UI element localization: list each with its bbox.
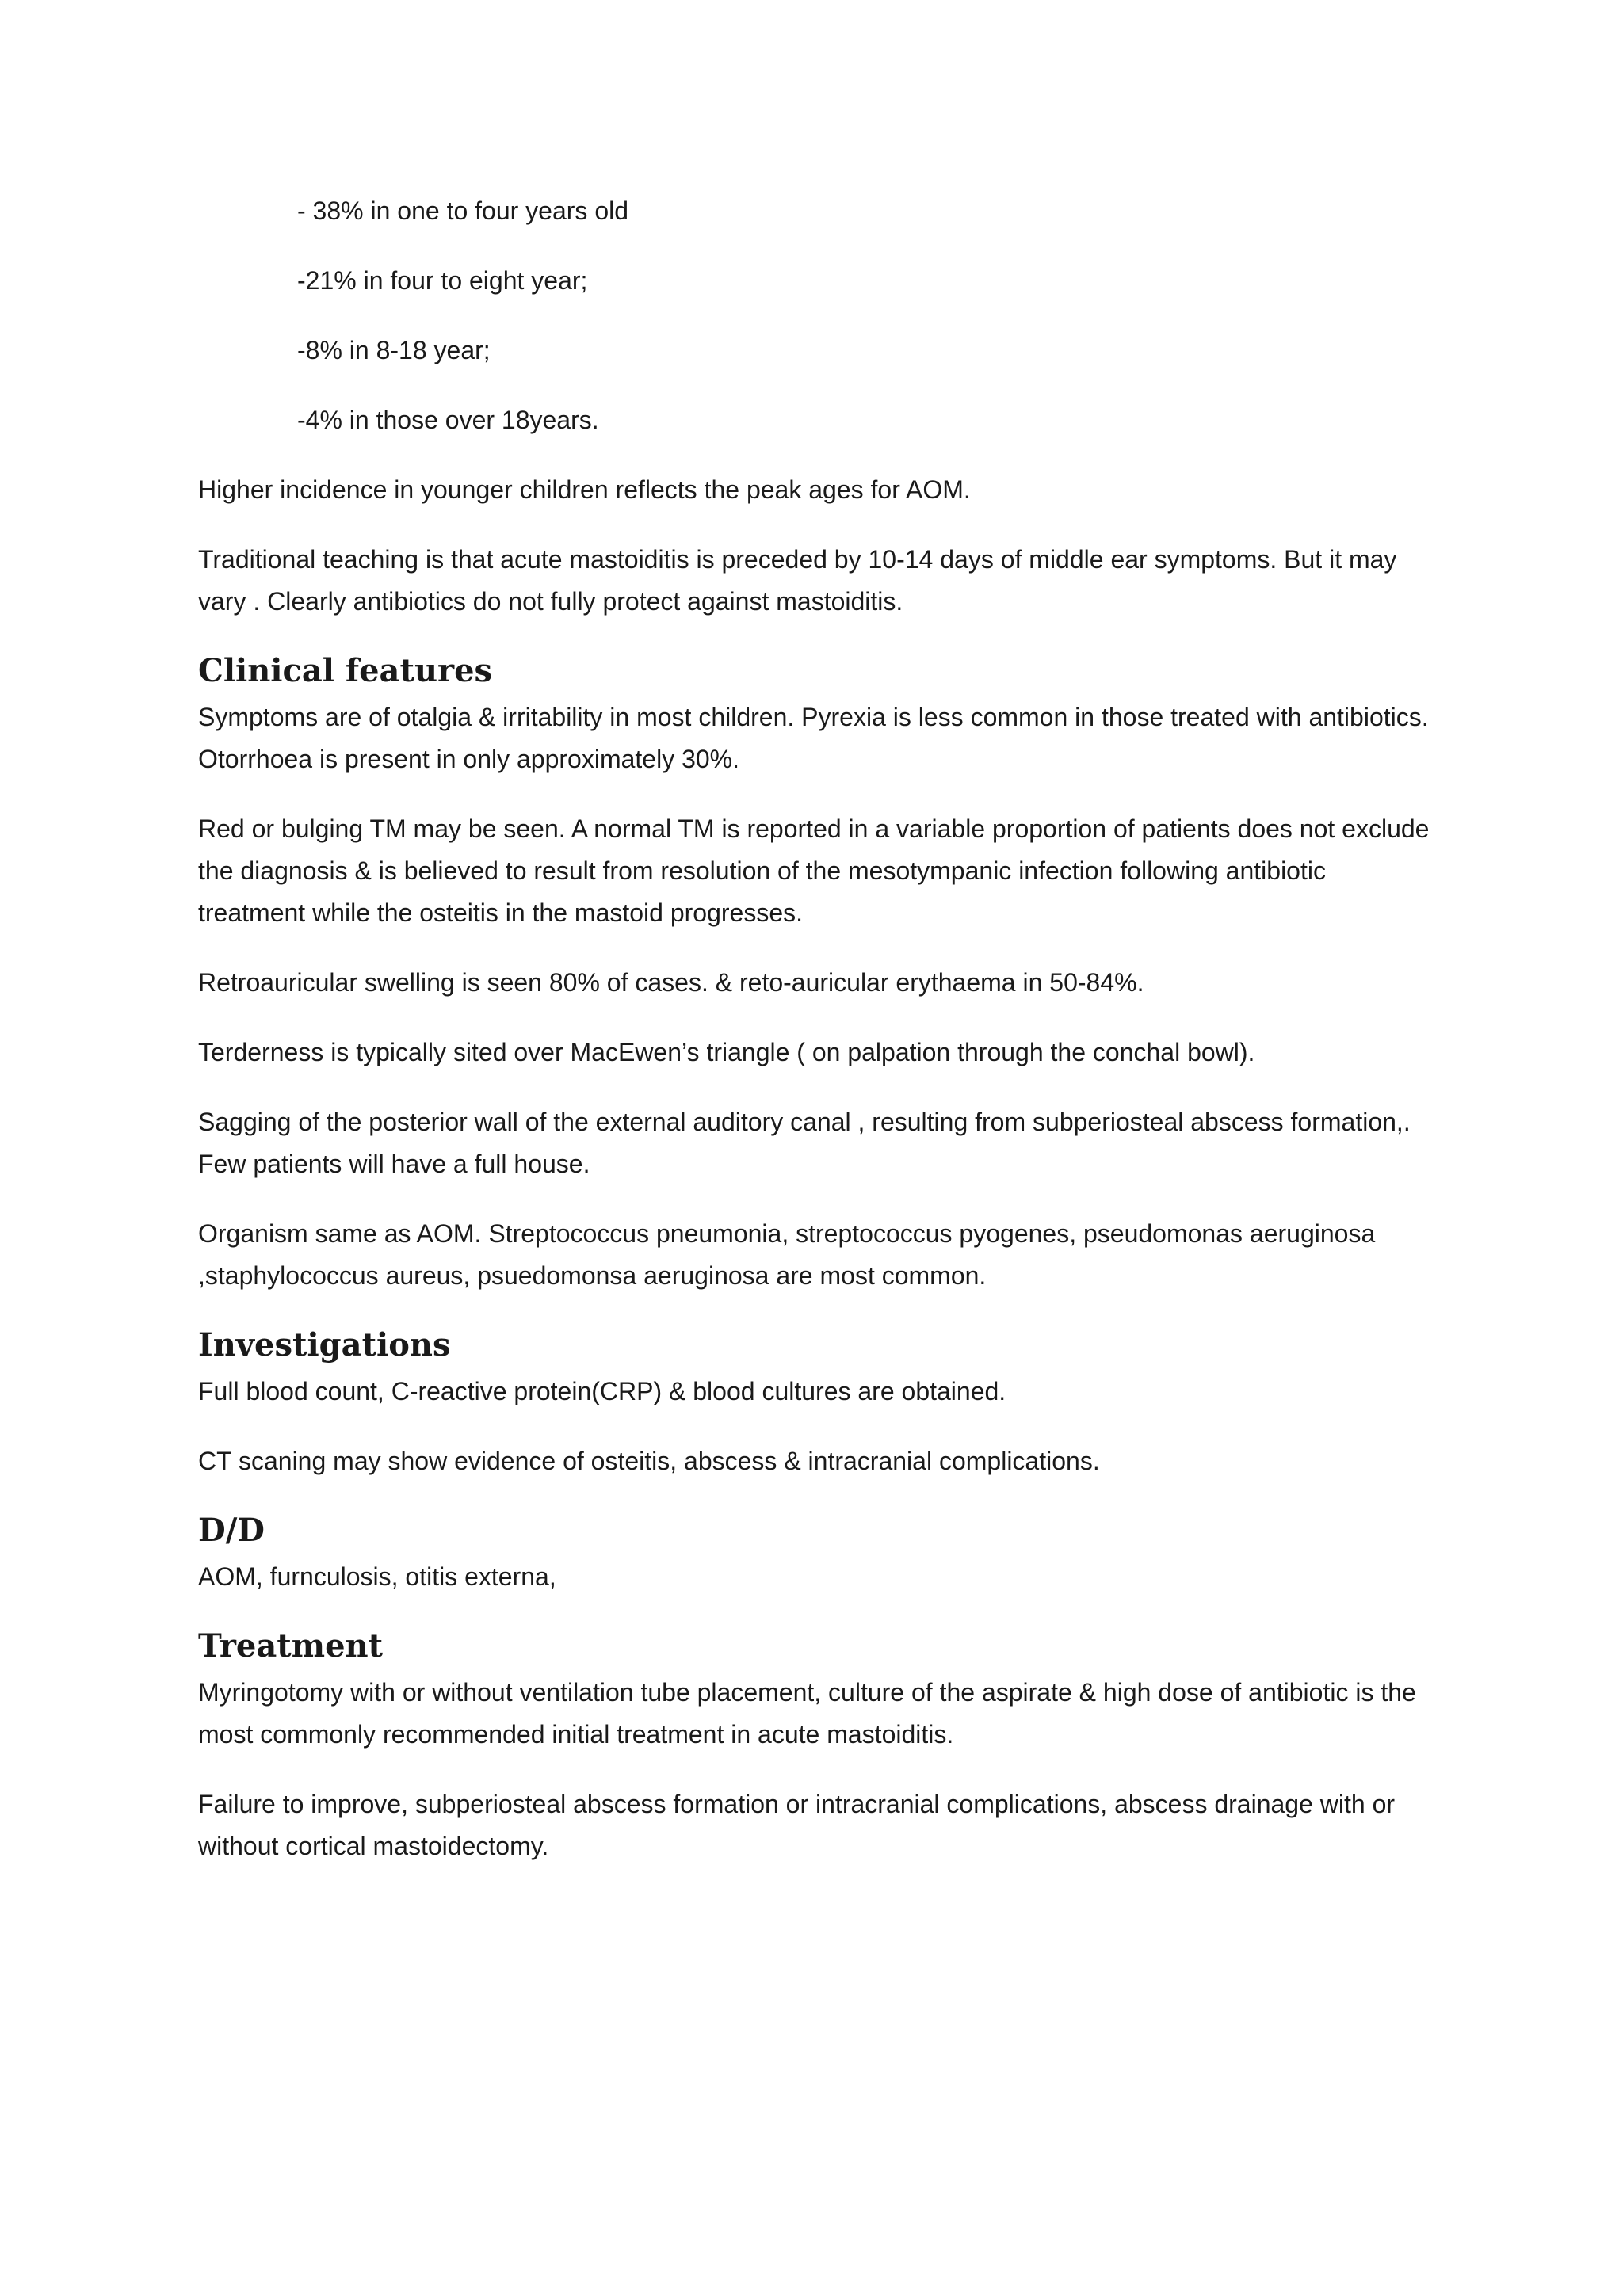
section-heading: Clinical features [198, 652, 493, 689]
section-treatment [198, 1626, 1434, 1867]
section-investigations [198, 1325, 1434, 1482]
paragraph: Retroauricular swelling is seen 80% of cases. & reto-auricular erythaema in 50-84%. [198, 968, 1144, 997]
paragraph: Higher incidence in younger children reflects the peak ages for AOM. [198, 475, 971, 504]
paragraph: CT scaning may show evidence of osteitis, abscess & intracranial complications. [198, 1447, 1100, 1475]
list-item: -4% in those over 18years. [297, 406, 599, 434]
list-item: -8% in 8-18 year; [297, 336, 491, 364]
age-incidence-list [198, 190, 1434, 441]
paragraph: Traditional teaching is that acute mastoiditis is preceded by 10-14 days of middle ear symptoms. But it may vary . Clearly antibiotics do not fully protect against mastoiditis. [198, 545, 1397, 616]
paragraph: Symptoms are of otalgia & irritability in most children. Pyrexia is less common in those treated with antibiotics. Otorrhoea is present in only approximately 30%. [198, 703, 1429, 773]
section-heading: Treatment [198, 1627, 384, 1665]
paragraph: Terderness is typically sited over MacEwen’s triangle ( on palpation through the conchal bowl). [198, 1038, 1255, 1066]
paragraph: Red or bulging TM may be seen. A normal TM is reported in a variable proportion of patients does not exclude the diagnosis & is believed to result from resolution of the mesotympanic infection following antibiotic treatment while the osteitis in the mastoid progresses. [198, 814, 1430, 927]
list-item: - 38% in one to four years old [297, 196, 629, 225]
paragraph: Full blood count, C-reactive protein(CRP) & blood cultures are obtained. [198, 1377, 1006, 1405]
section-heading: D/D [198, 1512, 265, 1549]
paragraph: Organism same as AOM. Streptococcus pneumonia, streptococcus pyogenes, pseudomonas aeruginosa ,staphylococcus aureus, psuedomonsa aeruginosa are most common. [198, 1219, 1376, 1290]
paragraph: AOM, furnculosis, otitis externa, [198, 1562, 556, 1591]
paragraph: Failure to improve, subperiosteal abscess formation or intracranial complications, abscess drainage with or without cortical mastoidectomy. [198, 1790, 1396, 1860]
paragraph: Myringotomy with or without ventilation tube placement, culture of the aspirate & high dose of antibiotic is the most commonly recommended initial treatment in acute mastoiditis. [198, 1678, 1416, 1749]
section-heading: Investigations [198, 1326, 451, 1363]
section-differential-diagnosis [198, 1510, 1434, 1598]
list-item: -21% in four to eight year; [297, 266, 588, 295]
document-page [198, 190, 1434, 1895]
section-clinical-features [198, 650, 1434, 1297]
paragraph: Sagging of the posterior wall of the external auditory canal , resulting from subperiosteal abscess formation,. Few patients will have a full house. [198, 1108, 1411, 1178]
